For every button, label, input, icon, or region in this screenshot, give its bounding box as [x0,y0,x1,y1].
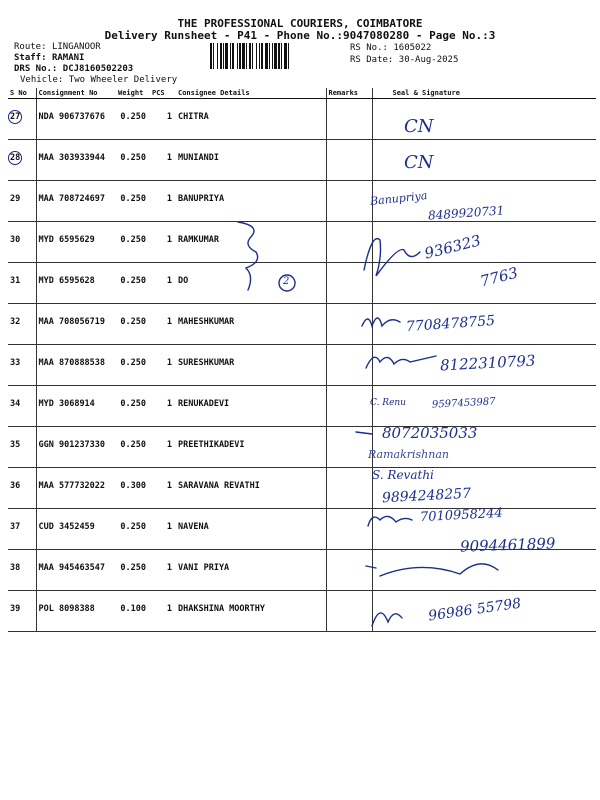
rs-no-label: RS No.: [350,43,388,53]
sno-value: 33 [10,358,21,368]
handwritten-name-29: Banupriya [369,189,428,208]
consignment-cell: GGN 901237330 [36,427,116,468]
consignee-cell: RENUKADEVI [176,386,326,427]
signature-stroke-37 [368,516,412,526]
consignee-cell: NAVENA [176,509,326,550]
consignee-cell: MUNIANDI [176,140,326,181]
consignment-cell: NDA 906737676 [36,99,116,140]
consignment-cell: MAA 577732022 [36,468,116,509]
pcs-cell: 1 [150,304,176,345]
consignment-cell: MAA 303933944 [36,140,116,181]
weight-cell: 0.100 [116,591,150,632]
consignment-cell: MAA 708724697 [36,181,116,222]
signature-stroke-30 [364,239,420,276]
handwritten-phone-34: 9597453987 [431,396,496,411]
pcs-cell: 1 [150,386,176,427]
company-title: THE PROFESSIONAL COURIERS, COIMBATORE [177,17,423,30]
signature-stroke-32 [362,318,400,326]
col-seal-header: Seal & Signature [372,88,596,99]
col-consignment-header: Consignment No [36,88,116,99]
weight-cell: 0.250 [116,427,150,468]
pcs-cell: 1 [150,345,176,386]
pcs-cell: 1 [150,181,176,222]
weight-cell: 0.250 [116,304,150,345]
staff-label: Staff: [14,53,47,63]
weight-cell: 0.250 [116,550,150,591]
rs-no-value: 1605022 [393,43,432,53]
handwritten-phone-30: 936323 [422,231,483,263]
handwritten-mark-31: 2 [283,276,290,287]
signature-stroke-33 [366,356,436,368]
col-weight-header: Weight [116,88,150,99]
handwritten-phone-33: 8122310793 [439,351,536,375]
consignment-cell: MYD 3068914 [36,386,116,427]
sno-value: 38 [10,563,21,573]
consignment-cell: POL 8098388 [36,591,116,632]
runsheet-subtitle: Delivery Runsheet - P41 - Phone No.:9047080280 - Page No.:3 [104,29,496,42]
col-sno-header: S No [8,88,36,99]
handwritten-code-28: CN [404,152,434,173]
drs-value: DCJ8160502203 [62,64,134,74]
weight-cell: 0.250 [116,99,150,140]
signature-stroke-39 [372,613,402,626]
weight-cell: 0.250 [116,345,150,386]
handwritten-name-36-above: Ramakrishnan [368,448,449,461]
sno-value: 30 [10,235,21,245]
signature-stroke-35 [356,432,372,434]
pcs-cell: 1 [150,509,176,550]
handwritten-code-27: CN [404,116,434,137]
weight-cell: 0.250 [116,509,150,550]
weight-cell: 0.300 [116,468,150,509]
drs-label: DRS No.: [14,64,58,74]
signature-stroke-38 [366,564,498,576]
weight-cell: 0.250 [116,222,150,263]
sno-value: 27 [10,112,21,122]
sno-value: 31 [10,276,21,286]
consignment-cell: MAA 870888538 [36,345,116,386]
route-label: Route: [14,42,47,52]
consignee-cell: DO [176,263,326,304]
weight-cell: 0.250 [116,386,150,427]
vehicle-value: Two Wheeler Delivery [68,75,178,85]
vehicle-label: Vehicle: [20,75,64,85]
consignment-cell: MYD 6595629 [36,222,116,263]
handwritten-phone-32: 7708478755 [405,312,496,336]
weight-cell: 0.250 [116,140,150,181]
handwritten-phone-31: 7763 [478,263,520,291]
pcs-cell: 1 [150,99,176,140]
handwritten-phone-37: 7010958244 [419,505,504,526]
handwritten-phone-29: 8489920731 [427,203,505,223]
weight-cell: 0.250 [116,263,150,304]
sno-value: 29 [10,194,21,204]
pcs-cell: 1 [150,140,176,181]
consignee-cell: CHITRA [176,99,326,140]
sno-value: 32 [10,317,21,327]
sno-value: 37 [10,522,21,532]
handwritten-phone-35: 8072035033 [382,424,478,442]
consignee-cell: BANUPRIYA [176,181,326,222]
consignee-cell: PREETHIKADEVI [176,427,326,468]
pcs-cell: 1 [150,222,176,263]
pcs-cell: 1 [150,263,176,304]
handwritten-phone-38: 9094461899 [459,534,556,556]
pcs-cell: 1 [150,591,176,632]
consignee-cell: DHAKSHINA MOORTHY [176,591,326,632]
pcs-cell: 1 [150,427,176,468]
col-consignee-header: Consignee Details [176,88,326,99]
sno-value: 28 [10,153,21,163]
sno-value: 36 [10,481,21,491]
handwritten-phone-39: 96986 55798 [427,595,523,625]
consignee-cell: SURESHKUMAR [176,345,326,386]
consignment-cell: MAA 708056719 [36,304,116,345]
pcs-cell: 1 [150,468,176,509]
rs-date-label: RS Date: [350,55,394,65]
staff-value: RAMANI [51,53,85,63]
handwritten-name-36: S. Revathi [372,468,434,482]
handwritten-name-34: C. Renu [370,398,406,408]
handwritten-phone-36: 9894248257 [381,485,472,507]
col-pcs-header: PCS [150,88,176,99]
weight-cell: 0.250 [116,181,150,222]
rs-date-value: 30-Aug-2025 [398,55,459,65]
route-value: LINGANOOR [51,42,101,52]
consignee-cell: MAHESHKUMAR [176,304,326,345]
consignment-cell: MYD 6595628 [36,263,116,304]
bracket-mark [238,222,258,290]
sno-value: 39 [10,604,21,614]
consignee-cell: SARAVANA REVATHI [176,468,326,509]
sno-value: 35 [10,440,21,450]
consignee-cell: VANI PRIYA [176,550,326,591]
consignment-cell: MAA 945463547 [36,550,116,591]
consignment-cell: CUD 3452459 [36,509,116,550]
pcs-cell: 1 [150,550,176,591]
col-remarks-header: Remarks [326,88,372,99]
consignee-cell: RAMKUMAR [176,222,326,263]
sno-value: 34 [10,399,21,409]
